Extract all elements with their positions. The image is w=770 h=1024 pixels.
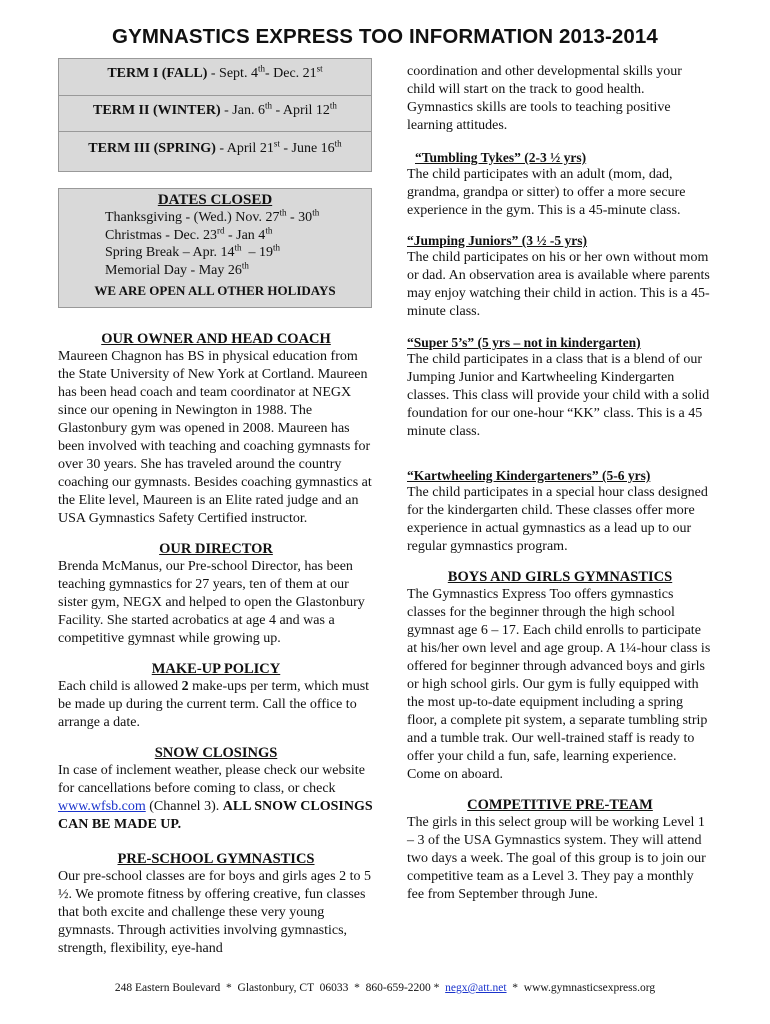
term-row [59,59,371,96]
term-end: - Dec. 21 [264,66,317,81]
left-column [58,58,374,958]
owner-heading: OUR OWNER AND HEAD COACH [101,331,331,347]
term-name: TERM I (FALL) [107,66,208,81]
closed-date-text: Memorial Day - May 26 [105,262,242,278]
date-sup: th [265,224,273,235]
open-holidays-note: WE ARE OPEN ALL OTHER HOLIDAYS [94,283,336,298]
class-heading: “Tumbling Tykes” (2-3 ½ yrs) [415,150,587,165]
terms-box [58,58,372,172]
footer-address: 248 Eastern Boulevard * Glastonbury, CT 06033 * 860-659-2200 * [114,982,446,994]
term-start: - Jan. 6 [220,102,265,118]
date-sup: th [312,207,320,218]
snow-text [58,762,374,834]
closed-date-text: – 19 [241,245,274,260]
email-link[interactable]: negx@att.net [445,982,507,994]
term-sup: st [316,63,323,74]
closed-date-line [59,259,371,280]
preschool-text-continued: coordination and other developmental skills your child will start on the track to good health. Gymnastics skills are tools to teaching positive learning attitudes. [407,64,682,133]
preschool-text: Our pre-school classes are for boys and girls ages 2 to 5 ½. We promote fitness by offering creative, fun classes that both excite and challenge these very young gymnasts. Through activities involving gymnastics, strength, flexibility, eye-hand [58,869,371,956]
snow-text-part: (Channel 3). [145,799,223,814]
term-sup: st [273,138,280,149]
class-heading: “Kartwheeling Kindergarteners” (5-6 yrs) [407,468,651,483]
footer [0,982,770,994]
closed-date-line [59,209,371,227]
makeup-text [58,678,374,732]
page-title: GYMNASTICS EXPRESS TOO INFORMATION 2013-2014 [112,25,658,48]
term-name: TERM III (SPRING) [88,141,216,156]
term-end: - June 16 [279,141,335,156]
closed-date-line [59,244,371,262]
makeup-heading: MAKE-UP POLICY [151,661,281,677]
term-start: - April 21 [215,141,274,156]
right-column [407,63,713,904]
date-sup: th [234,242,242,253]
date-sup: th [273,242,281,253]
closed-date-text: Spring Break – Apr. 14 [105,245,235,260]
class-text: The child participates with an adult (mom, dad, grandma, grandpa or sitter) to offer a more secure experience in the gym. This is a 45-minute class. [407,167,686,218]
makeup-text-part: Each child is allowed [58,679,182,694]
term-sup: th [334,138,342,149]
snow-closings-note: ALL SNOW CLOSINGS CAN BE MADE UP. [58,799,373,832]
closed-date-text: - Jan 4 [224,227,266,243]
preteam-text: The girls in this select group will be working Level 1 – 3 of the USA Gymnastics system. They will attend two days a week. The goal of this group is to join our competitive team as a Level 3. They pay a monthly fee from September through June. [407,815,706,902]
makeup-text-part: make-ups per term, which must be made up during the current term. Call the office to arrange a date. [58,679,370,730]
closed-date-line [59,224,371,245]
class-heading: “Jumping Juniors” (3 ½ -5 yrs) [407,233,588,248]
footer-website: * www.gymnasticsexpress.org [506,982,656,994]
snow-heading: SNOW CLOSINGS [154,745,278,761]
snow-text-part: In case of inclement weather, please check our website for cancellations before coming to class, or check [58,763,365,796]
class-text: The child participates in a class that is a blend of our Jumping Junior and Kartwheeling Kindergarten classes. This class will provide your child with a solid foundation for our one-hour “KK” class. This is a 45 minute class. [407,352,710,439]
term-start: - Sept. 4 [207,66,258,81]
class-text: The child participates in a special hour class designed for the kindergarten child. These classes offer more experience in actual gymnastics as a lead up to our regular gymnastics program. [407,485,708,554]
makeup-count: 2 [181,679,189,694]
class-text: The child participates on his or her own without mom or dad. An observation area is available where parents may enjoy watching their child in action. This is a 45-minute class. [407,250,710,319]
date-sup: th [241,259,249,270]
director-text: Brenda McManus, our Pre-school Director, has been teaching gymnastics for 27 years, ten of them at our sister gym, NEGX and helped to open the Glastonbury Facility. She started acrobatics at age 4 and was a competitive gymnast while growing up. [58,559,365,646]
preschool-heading: PRE-SCHOOL GYMNASTICS [117,851,315,867]
preteam-heading: COMPETITIVE PRE-TEAM [467,797,653,813]
director-heading: OUR DIRECTOR [159,541,273,557]
term-sup: th [264,99,272,110]
term-end: - April 12 [271,102,330,118]
class-heading: “Super 5’s” (5 yrs – not in kindergarten) [407,335,641,350]
closed-date-text: Thanksgiving - (Wed.) Nov. 27 [105,210,280,225]
term-row [59,96,371,133]
term-sup: th [257,63,265,74]
owner-text: Maureen Chagnon has BS in physical education from the State University of New York at Cortland. Maureen has been head coach and team coordinator at NEGX since our opening in Newington in 1988. The Glastonbury gym was opened in 2008. Maureen has been involved with teaching and coaching gymnasts for over 30 years. She has traveled around the country coaching our gymnasts. Besides coaching gymnastics at the Elite level, Maureen is an Elite rated judge and an USA Gymnastics Safety Certified instructor. [58,349,372,526]
date-sup: th [279,207,287,218]
term-row [59,132,371,171]
term-sup: th [329,99,337,110]
dates-closed-box [58,188,372,308]
closed-date-text: Christmas - Dec. 23 [105,227,217,243]
date-sup: rd [216,224,225,235]
boys-girls-text: The Gymnastics Express Too offers gymnastics classes for the beginner through the high school gymnast age 6 – 17. Each child enrolls to participate at his/her own level and age group. A 1¼-hour class is offered for beginner through advanced boys and girls or high school girls. Our gym is fully equipped with the most up-to-date equipment including a spring floor, a complete pit system, a separate tumbling strip and a tumble trak. Our well-trained staff is ready to offer your child a fun, safe, learning experience. Come on aboard. [407,587,711,782]
boys-girls-heading: BOYS AND GIRLS GYMNASTICS [447,569,673,585]
dates-closed-title: DATES CLOSED [157,192,273,208]
closed-date-text: - 30 [286,210,313,225]
term-name: TERM II (WINTER) [93,102,221,118]
wfsb-link[interactable]: www.wfsb.com [58,799,146,814]
